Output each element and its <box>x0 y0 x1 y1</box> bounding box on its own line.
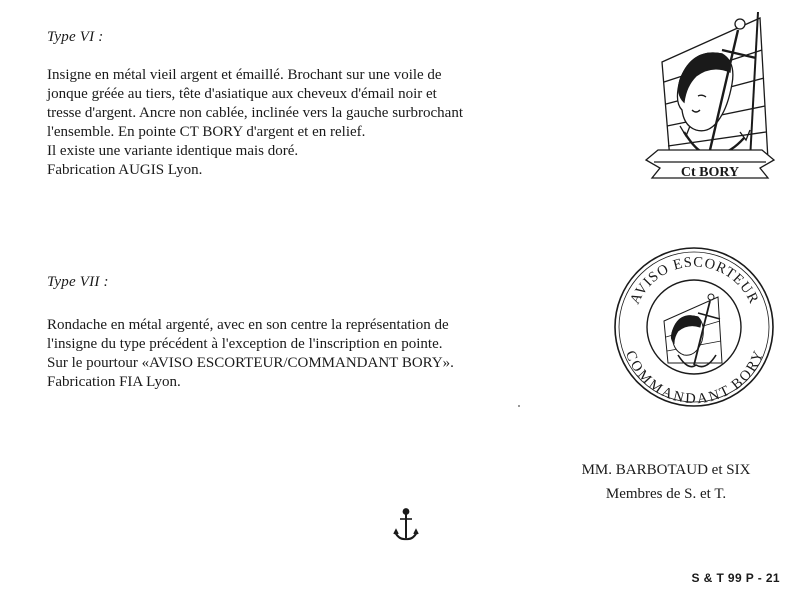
type-vi-description <box>47 66 463 180</box>
type-vii-line: Sur le pourtour «AVISO ESCORTEUR/COMMANDANT BORY». <box>47 355 454 371</box>
page-reference: S & T 99 P - 21 <box>691 571 780 585</box>
type-vi-line: Fabrication AUGIS Lyon. <box>47 162 203 178</box>
author-role: Membres de S. et T. <box>605 486 727 502</box>
type-vii-line: l'insigne du type précédent à l'exception de l'inscription en pointe. <box>47 336 443 352</box>
type-vi-line: l'ensemble. En pointe CT BORY d'argent et en relief. <box>47 124 366 140</box>
type-vi-line: jonque gréée au tiers, tête d'asiatique aux cheveux d'émail noir et <box>47 86 437 102</box>
type-vi-heading: Type VI : <box>47 29 104 45</box>
medal-bottom-text: COMMANDANT BORY <box>621 348 768 408</box>
type-vii-line: Rondache en métal argenté, avec en son centre la représentation de <box>47 317 449 333</box>
medal-top-text: AVISO ESCORTEUR <box>627 254 762 307</box>
type-vii-heading: Type VII : <box>47 274 109 290</box>
author-names: MM. BARBOTAUD et SIX <box>581 462 751 478</box>
type-vi-line: Insigne en métal vieil argent et émaillé. Brochant sur une voile de <box>47 67 442 83</box>
type-vi-line: Il existe une variante identique mais doré. <box>47 143 299 159</box>
anchor-icon <box>393 508 419 542</box>
paper-speck <box>518 405 520 407</box>
type-vii-medal-illustration <box>612 245 777 410</box>
type-vii-description <box>47 316 454 392</box>
type-vi-badge-illustration <box>640 10 780 195</box>
type-vi-line: tresse d'argent. Ancre non cablée, inclinée vers la gauche surbrochant <box>47 105 464 121</box>
type-vii-line: Fabrication FIA Lyon. <box>47 374 181 390</box>
badge-scroll-text: Ct BORY <box>680 165 740 180</box>
